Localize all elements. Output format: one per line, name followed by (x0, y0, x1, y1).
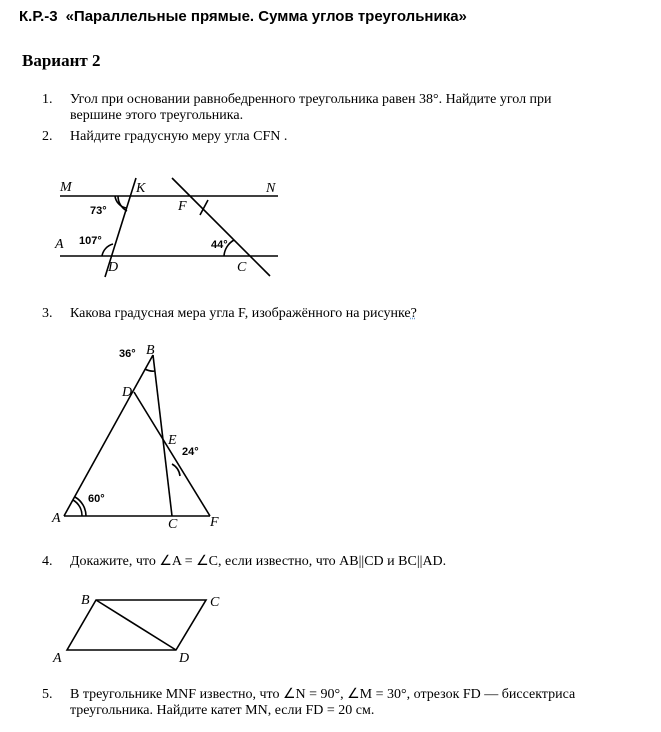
problem-5-number: 5. (42, 687, 53, 702)
label-K: K (136, 181, 146, 196)
transversal-fc (172, 178, 270, 276)
label-C: C (210, 595, 220, 610)
variant-title: Вариант 2 (22, 51, 101, 70)
angle-label-73: 73° (90, 205, 107, 217)
problem-4-number: 4. (42, 554, 53, 569)
label-D: D (122, 385, 133, 400)
label-D: D (179, 651, 190, 666)
problem-3-number: 3. (42, 306, 53, 321)
label-N: N (266, 181, 276, 196)
label-B: B (146, 343, 155, 358)
label-B: B (81, 593, 90, 608)
worksheet-title: «Параллельные прямые. Сумма углов треугольника» (65, 8, 467, 25)
problem-1-line-2: вершине этого треугольника. (70, 108, 244, 123)
worksheet-code: К.Р.-3 (19, 8, 58, 25)
label-A: A (52, 511, 61, 526)
angle-label-24: 24° (182, 446, 199, 458)
problem-3-line-1: Какова градусная мера угла F, изображённого на рисунке (70, 306, 411, 321)
label-A: A (55, 237, 64, 252)
figure-4-parallelogram (48, 590, 238, 670)
angle-label-60: 60° (88, 493, 105, 505)
worksheet-header (19, 8, 467, 25)
figure-2-parallel-lines (50, 170, 290, 280)
problem-5-line-2: треугольника. Найдите катет MN, если FD = 20 см. (70, 703, 375, 718)
angle-36-arc (145, 369, 155, 371)
label-C: C (237, 260, 247, 275)
problem-5-text (70, 687, 575, 719)
figure-3-triangle (45, 340, 235, 535)
problem-3-question-mark: ? (410, 306, 417, 321)
problem-2-number: 2. (42, 129, 53, 144)
problem-1-text (70, 92, 552, 124)
angle-label-107: 107° (79, 235, 102, 247)
angle-label-36: 36° (119, 348, 136, 360)
problem-1-line-1: Угол при основании равнобедренного треугольника равен 38°. Найдите угол при (70, 92, 552, 107)
label-E: E (168, 433, 177, 448)
problem-3-text (70, 306, 417, 322)
label-D: D (108, 260, 119, 275)
problem-4-text: Докажите, что ∠A = ∠C, если известно, что AB||CD и BC||AD. (70, 554, 447, 569)
label-M: M (60, 180, 72, 195)
angle-label-44: 44° (211, 239, 228, 251)
diagonal-bd (96, 600, 176, 650)
label-C: C (168, 517, 178, 532)
problem-1-number: 1. (42, 92, 53, 107)
label-F: F (178, 199, 187, 214)
problem-2-text: Найдите градусную меру угла CFN . (70, 129, 288, 144)
label-A: A (53, 651, 62, 666)
line-ab (64, 355, 153, 516)
problem-5-line-1: В треугольнике MNF известно, что ∠N = 90°, ∠M = 30°, отрезок FD — биссектриса (70, 687, 576, 702)
label-F: F (210, 515, 219, 530)
